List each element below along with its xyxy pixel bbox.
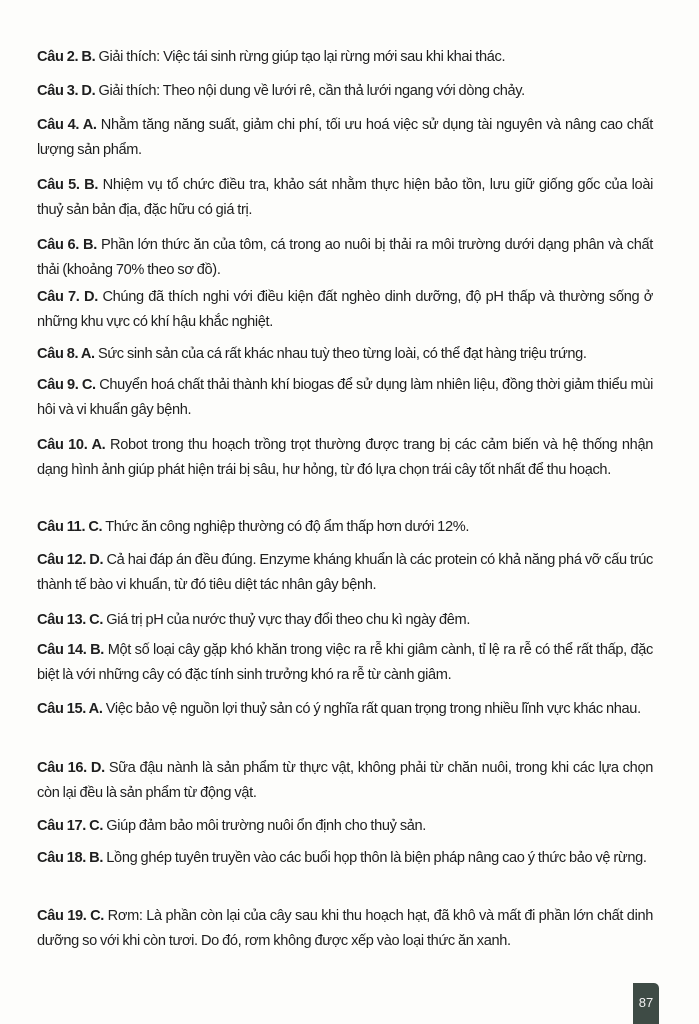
- answer-text: Chúng đã thích nghi với điều kiện đất nghèo dinh dưỡng, độ pH thấp và thường sống ở những khu vực có khí hậu khắc nghiệt.: [37, 289, 654, 330]
- answer-label: Câu 12. D.: [37, 552, 104, 568]
- answer-text: Lồng ghép tuyên truyền vào các buổi họp thôn là biện pháp nâng cao ý thức bảo vệ rừng.: [106, 850, 647, 866]
- answer-text: Một số loại cây gặp khó khăn trong việc ra rễ khi giâm cành, tỉ lệ ra rễ có thể rất thấp, đặc biệt là với những cây có đặc tính sinh trưởng khó ra rễ từ cành giâm.: [37, 642, 653, 683]
- page-number: 87: [633, 983, 659, 1024]
- answer-text: Cả hai đáp án đều đúng. Enzyme kháng khuẩn là các protein có khả năng phá vỡ cấu trúc thành tế bào vi khuẩn, từ đó tiêu diệt tác nhân gây bệnh.: [37, 552, 653, 593]
- answer-label: Câu 13. C.: [37, 612, 104, 628]
- answer-text: Phần lớn thức ăn của tôm, cá trong ao nuôi bị thải ra môi trường dưới dạng phân và chất thải (khoảng 70% theo sơ đồ).: [37, 237, 653, 278]
- answer-text: Nhằm tăng năng suất, giảm chi phí, tối ưu hoá việc sử dụng tài nguyên và nâng cao chất lượng sản phẩm.: [37, 117, 653, 158]
- answer-item: [37, 342, 653, 367]
- answer-text: Giá trị pH của nước thuỷ vực thay đổi theo chu kì ngày đêm.: [106, 612, 471, 628]
- answer-item: [37, 638, 653, 687]
- answer-text: Chuyển hoá chất thải thành khí biogas để sử dụng làm nhiên liệu, đồng thời giảm thiểu mùi hôi và vi khuẩn gây bệnh.: [37, 377, 653, 418]
- answer-item: [37, 79, 653, 104]
- answer-text: Giúp đảm bảo môi trường nuôi ổn định cho thuỷ sản.: [106, 818, 427, 834]
- answer-item: [37, 515, 653, 540]
- answer-label: Câu 10. A.: [37, 437, 106, 453]
- answer-item: [37, 433, 653, 482]
- answer-item: [37, 45, 653, 70]
- answer-label: Câu 3. D.: [37, 83, 96, 99]
- answer-item: [37, 756, 653, 805]
- answer-label: Câu 14. B.: [37, 642, 105, 658]
- answer-label: Câu 17. C.: [37, 818, 104, 834]
- answer-item: [37, 608, 653, 633]
- answer-label: Câu 19. C.: [37, 908, 104, 924]
- answer-label: Câu 9. C.: [37, 377, 96, 393]
- answer-item: [37, 285, 653, 334]
- answer-text: Robot trong thu hoạch trồng trọt thường được trang bị các cảm biến và hệ thống nhận dạng hình ảnh giúp phát hiện trái bị sâu, hư hỏng, từ đó lựa chọn trái cây tốt nhất để thu hoạch.: [37, 437, 653, 478]
- answer-label: Câu 7. D.: [37, 289, 98, 305]
- answer-item: [37, 373, 653, 422]
- answer-label: Câu 4. A.: [37, 117, 97, 133]
- answer-label: Câu 2. B.: [37, 49, 96, 65]
- answer-text: Thức ăn công nghiệp thường có độ ẩm thấp hơn dưới 12%.: [105, 519, 470, 535]
- answer-label: Câu 8. A.: [37, 346, 95, 362]
- answer-label: Câu 15. A.: [37, 701, 103, 717]
- answer-item: [37, 814, 653, 839]
- answer-label: Câu 18. B.: [37, 850, 104, 866]
- answer-label: Câu 5. B.: [37, 177, 99, 193]
- answer-text: Rơm: Là phần còn lại của cây sau khi thu hoạch hạt, đã khô và mất đi phần lớn chất dinh dưỡng so với khi còn tươi. Do đó, rơm không được xếp vào loại thức ăn xanh.: [37, 908, 653, 949]
- answer-text: Giải thích: Theo nội dung về lưới rê, cần thả lưới ngang với dòng chảy.: [98, 83, 525, 99]
- answer-item: [37, 697, 653, 722]
- answer-item: [37, 113, 653, 162]
- answer-item: [37, 846, 653, 871]
- answer-item: [37, 173, 653, 222]
- answer-label: Câu 6. B.: [37, 237, 97, 253]
- answer-item: [37, 904, 653, 953]
- answer-label: Câu 16. D.: [37, 760, 105, 776]
- answer-text: Giải thích: Việc tái sinh rừng giúp tạo lại rừng mới sau khi khai thác.: [98, 49, 506, 65]
- answer-text: Việc bảo vệ nguồn lợi thuỷ sản có ý nghĩa rất quan trọng trong nhiều lĩnh vực khác nhau.: [105, 701, 641, 717]
- answer-label: Câu 11. C.: [37, 519, 103, 535]
- answer-text: Sữa đậu nành là sản phẩm từ thực vật, không phải từ chăn nuôi, trong khi các lựa chọn còn lại đều là sản phẩm từ động vật.: [37, 760, 653, 801]
- answer-item: [37, 548, 653, 597]
- answer-text: Nhiệm vụ tổ chức điều tra, khảo sát nhằm thực hiện bảo tồn, lưu giữ giống gốc của loài thuỷ sản bản địa, đặc hữu có giá trị.: [37, 177, 653, 218]
- answer-text: Sức sinh sản của cá rất khác nhau tuỳ theo từng loài, có thể đạt hàng triệu trứng.: [97, 346, 587, 362]
- answer-item: [37, 233, 653, 282]
